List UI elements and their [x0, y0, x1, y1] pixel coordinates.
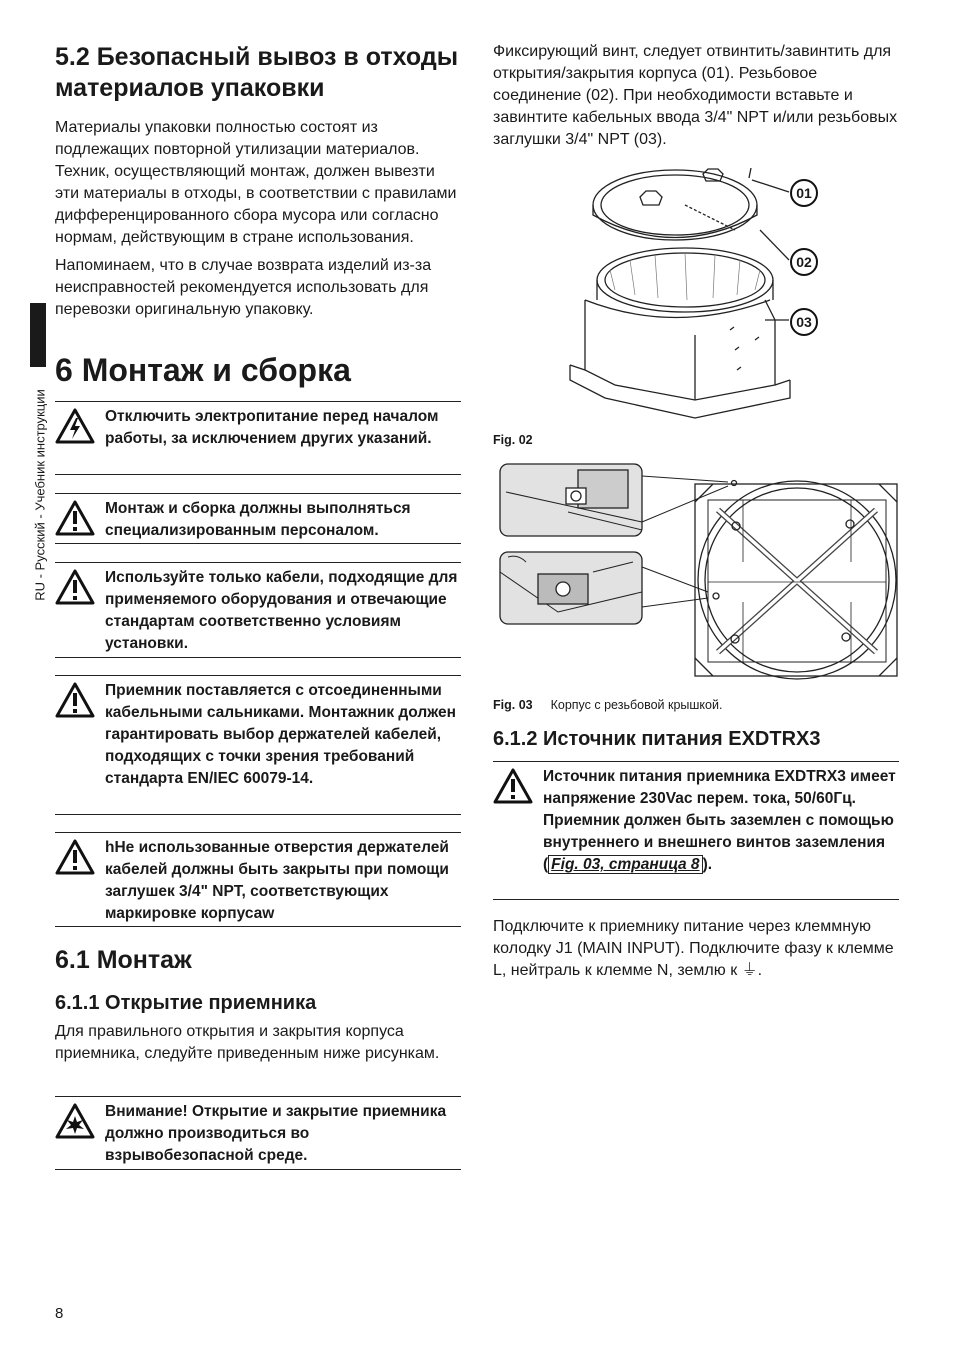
warning-icon — [493, 766, 543, 809]
warning-box-cables — [55, 562, 461, 658]
warning-box-plugs — [55, 832, 461, 927]
warning-text: Монтаж и сборка должны выполняться специализированным персоналом. — [105, 500, 411, 539]
section-6-1-1-title: 6.1.1 Открытие приемника — [55, 992, 317, 1014]
warning-icon — [55, 498, 105, 541]
section-6-1-2-title: 6.1.2 Источник питания EXDTRX3 — [493, 728, 821, 750]
warning-box-personnel — [55, 493, 461, 544]
warning-text: hНе использованные отверстия держателей кабелей должны быть закрыты при помощи заглушек 3/4" NPT, соответствующих маркировке корпусаw — [105, 839, 449, 922]
callout-01: 01 — [790, 179, 818, 207]
warning-text: Используйте только кабели, подходящие для применяемого оборудования и отвечающие стандартам соответственно условиям установки. — [105, 569, 458, 652]
warning-box-explosive — [55, 1096, 461, 1170]
warning-text: Отключить электропитание перед началом работы, за исключением других указаний. — [105, 408, 439, 447]
warning-text-end: ). — [702, 856, 713, 873]
fig-03-caption — [493, 698, 722, 712]
section-6-1-1-body: Для правильного открытия и закрытия корпуса приемника, следуйте приведенным ниже рисункам. — [55, 1023, 440, 1062]
fig-03-caption-text: Корпус с резьбовой крышкой. — [550, 698, 723, 712]
callout-03: 03 — [790, 308, 818, 336]
right-intro-text: Фиксирующий винт, следует отвинтить/завинтить для открытия/закрытия корпуса (01). Резьбовое соединение (02). При необходимости вставьте и завинтите кабельных ввода 3/4" NPT и/или резьбовых заглушки 3/4" NPT (03). — [493, 43, 898, 148]
fig-02-label — [493, 433, 551, 447]
warning-box-glands — [55, 675, 461, 815]
warning-text: Внимание! Открытие и закрытие приемника должно производиться во взрывобезопасной среде. — [105, 1103, 447, 1164]
warning-text-main: Источник питания приемника EXDTRX3 имеет напряжение 230Vac перем. тока, 50/60Гц. Приемник должен быть заземлен с помощью внутреннего и внешнего винтов заземления ( — [543, 768, 896, 873]
section-5-2-para-2: Напоминаем, что в случае возврата изделий из-за неисправностей рекомендуется использовать для перевозки оригинальную упаковку. — [55, 257, 432, 318]
sidebar-marker — [30, 303, 46, 367]
section-5-2-para-1: Материалы упаковки полностью состоят из подлежащих повторной утилизации материалов. Техник, осуществляющий монтаж, должен вывезти эти материалы в отходы, в соответствии с правилами дифференцированного сбора мусора или согласно нормам, действующим в стране использования. — [55, 119, 457, 246]
fig-03-page-link[interactable]: Fig. 03, страница 8 — [548, 855, 702, 874]
warning-text: Приемник поставляется с отсоединенными кабельными сальниками. Монтажник должен гарантировать выбор держателей кабелей, подходящих с точки зрения требований стандарта EN/IEC 60079-14. — [105, 682, 456, 787]
callout-02: 02 — [790, 248, 818, 276]
fig-03-number: Fig. 03 — [493, 698, 533, 712]
section-6-1-title: 6.1 Монтаж — [55, 946, 192, 974]
warning-icon — [55, 680, 105, 723]
warning-box-power — [55, 401, 461, 475]
warning-icon — [55, 567, 105, 610]
section-6-1-2-body: Подключите к приемнику питание через клеммную колодку J1 (MAIN INPUT). Подключите фазу к клемме L, нейтраль к клемме N, землю к ⏚. — [493, 918, 894, 979]
warning-box-power-supply — [493, 761, 899, 900]
fig-03-top-view-drawing — [498, 462, 900, 680]
section-5-2-body — [55, 117, 460, 327]
fig-02-enclosure-drawing — [555, 160, 865, 425]
explosion-hazard-icon — [55, 1101, 105, 1144]
electric-hazard-icon — [55, 406, 105, 449]
chapter-6-title: 6 Монтаж и сборка — [55, 352, 351, 388]
sidebar-label: RU - Русский - Учебник инструкции — [32, 389, 48, 601]
section-5-2-title: 5.2 Безопасный вывоз в отходы материалов упаковки — [55, 43, 459, 102]
warning-icon — [55, 837, 105, 880]
fig-02-number: Fig. 02 — [493, 433, 533, 447]
warning-text — [543, 766, 899, 876]
page-number: 8 — [55, 1305, 64, 1322]
